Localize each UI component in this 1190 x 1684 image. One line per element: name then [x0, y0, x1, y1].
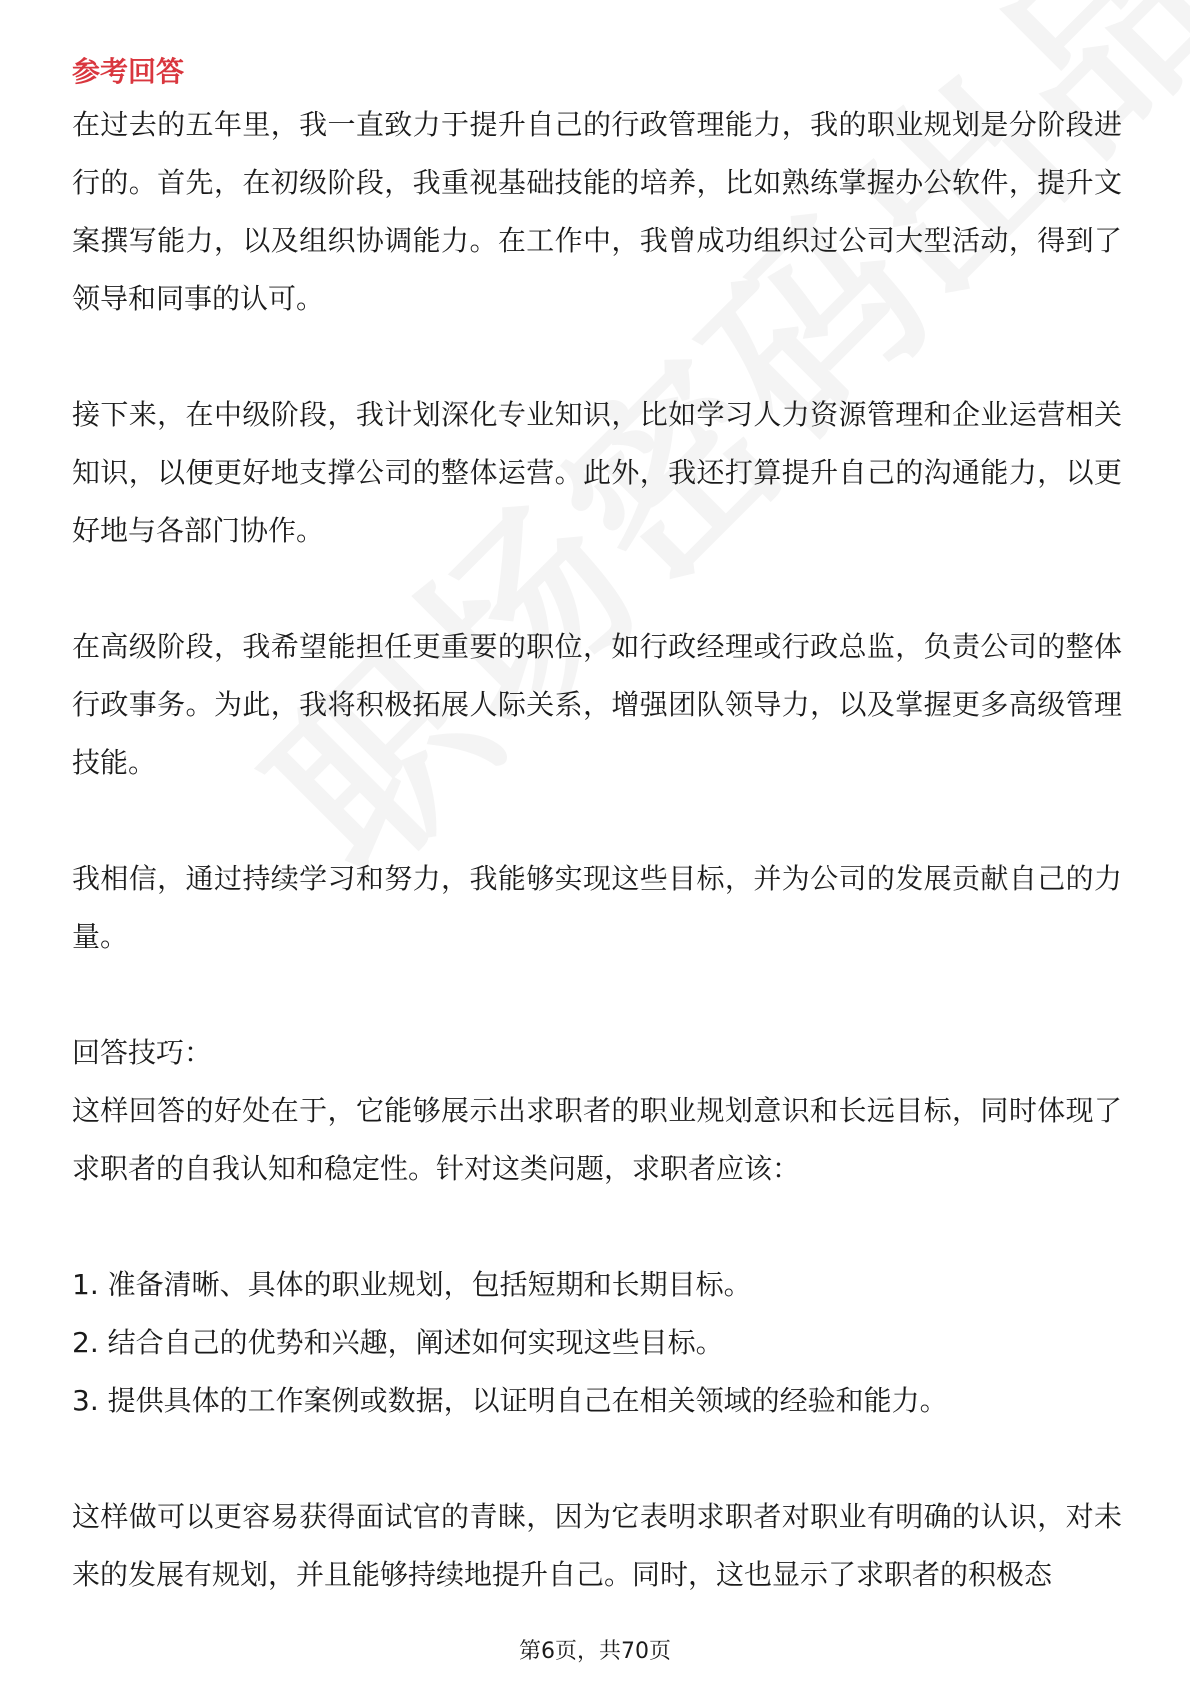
closing-paragraph: 这样做可以更容易获得面试官的青睐，因为它表明求职者对职业有明确的认识，对未来的发展有规划，并且能够持续地提升自己。同时，这也显示了求职者的积极态: [72, 1500, 1122, 1591]
tips-intro: 这样回答的好处在于，它能够展示出求职者的职业规划意识和长远目标，同时体现了求职者的自我认知和稳定性。针对这类问题，求职者应该：: [72, 1094, 1122, 1185]
paragraph-spacer: [72, 1198, 1122, 1256]
page-number: 第6页，共70页: [519, 1639, 671, 1664]
section-heading: 参考回答: [72, 55, 185, 88]
paragraph-spacer: [72, 792, 1122, 850]
tips-list-item-3: 3. 提供具体的工作案例或数据，以证明自己在相关领域的经验和能力。: [72, 1384, 948, 1417]
answer-paragraph-2: 接下来，在中级阶段，我计划深化专业知识，比如学习人力资源管理和企业运营相关知识，以便更好地支撑公司的整体运营。此外，我还打算提升自己的沟通能力，以更好地与各部门协作。: [72, 398, 1122, 547]
paragraph-spacer: [72, 328, 1122, 386]
answer-paragraph-1: 在过去的五年里，我一直致力于提升自己的行政管理能力，我的职业规划是分阶段进行的。首先，在初级阶段，我重视基础技能的培养，比如熟练掌握办公软件，提升文案撰写能力，以及组织协调能力。在工作中，我曾成功组织过公司大型活动，得到了领导和同事的认可。: [72, 108, 1122, 315]
paragraph-spacer: [72, 1430, 1122, 1488]
document-content: [72, 48, 1122, 1604]
answer-paragraph-3: 在高级阶段，我希望能担任更重要的职位，如行政经理或行政总监，负责公司的整体行政事务。为此，我将积极拓展人际关系，增强团队领导力，以及掌握更多高级管理技能。: [72, 630, 1122, 779]
tips-list-item-1: 1. 准备清晰、具体的职业规划，包括短期和长期目标。: [72, 1268, 752, 1301]
tips-list-item-2: 2. 结合自己的优势和兴趣，阐述如何实现这些目标。: [72, 1326, 724, 1359]
paragraph-spacer: [72, 560, 1122, 618]
tips-label: 回答技巧：: [72, 1036, 213, 1069]
paragraph-spacer: [72, 966, 1122, 1024]
answer-paragraph-4: 我相信，通过持续学习和努力，我能够实现这些目标，并为公司的发展贡献自己的力量。: [72, 862, 1122, 953]
